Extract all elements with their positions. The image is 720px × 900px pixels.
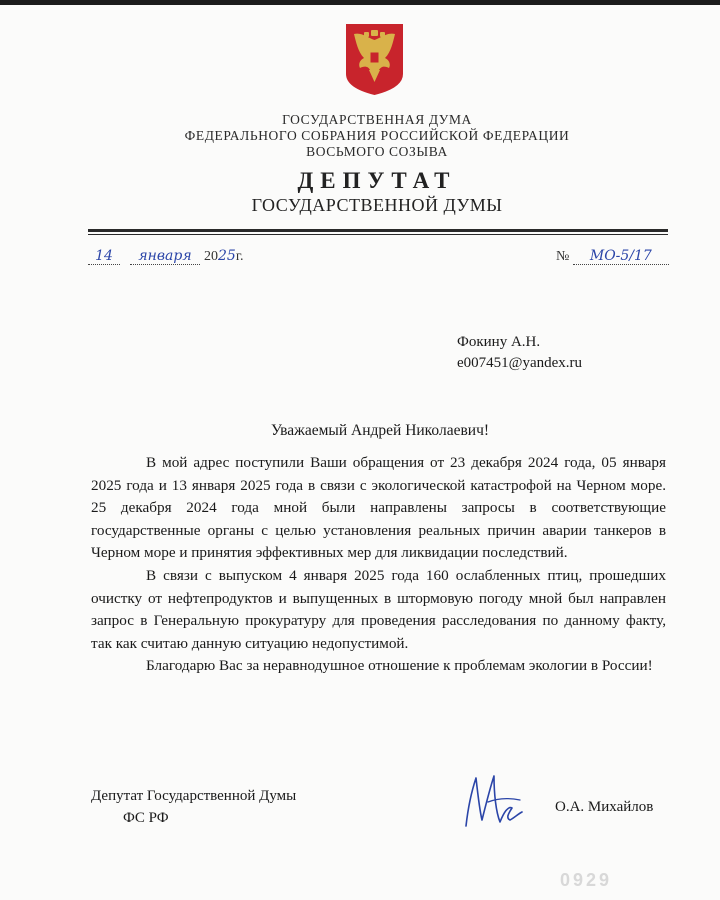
scan-top-border bbox=[0, 0, 720, 5]
greeting: Уважаемый Андрей Николаевич! bbox=[270, 422, 490, 439]
header-line-1: ГОСУДАРСТВЕННАЯ ДУМА bbox=[282, 112, 472, 127]
document-number bbox=[556, 248, 669, 265]
date-day: 14 bbox=[88, 248, 120, 265]
letter-body bbox=[91, 452, 666, 678]
addressee-email: e007451@yandex.ru bbox=[457, 355, 583, 371]
duma-title: ГОСУДАРСТВЕННОЙ ДУМЫ bbox=[251, 195, 503, 215]
paragraph: В мой адрес поступили Ваши обращения от 23 декабря 2024 года, 05 января 2025 года и 13 января 2025 года в связи с экологической катастрофой на Черном море. 25 декабря 2024 года мной были направлены запросы в соответствующие государственные органы с целью установления реальных причин аварии танкеров в Черном море и принятия эффективных мер для ликвидации последствий. bbox=[91, 454, 666, 562]
date-suffix: г. bbox=[235, 249, 244, 264]
number-sign: № bbox=[556, 249, 570, 264]
paragraph: В связи с выпуском 4 января 2025 года 160 ослабленных птиц, прошедших очистку от нефтепродуктов и выпущенных в штормовую погоду мной был направлен запрос в Генеральную прокуратуру для проведения расследования по данному факту, так как считаю данную ситуацию недопустимой. bbox=[91, 566, 666, 652]
date-month: января bbox=[130, 248, 200, 265]
paragraph: Благодарю Вас за неравнодушное отношение к проблемам экологии в России! bbox=[146, 657, 653, 675]
deputy-title: ДЕПУТАТ bbox=[297, 168, 457, 193]
handwritten-signature bbox=[458, 768, 526, 836]
signatory-title bbox=[91, 785, 296, 829]
signatory-title-line-1: Депутат Государственной Думы bbox=[91, 788, 297, 804]
signatory-title-line-2: ФС РФ bbox=[123, 810, 169, 826]
header-rule-thick bbox=[88, 229, 668, 232]
number-value: МО-5/17 bbox=[573, 248, 669, 265]
faint-stamp-number: 0929 bbox=[560, 870, 613, 890]
date-year-suffix: 25 bbox=[218, 248, 236, 264]
header-line-3: ВОСЬМОГО СОЗЫВА bbox=[306, 144, 448, 159]
header-line-2: ФЕДЕРАЛЬНОГО СОБРАНИЯ РОССИЙСКОЙ ФЕДЕРАЦИИ bbox=[184, 128, 570, 143]
date-year-prefix: 20 bbox=[204, 249, 218, 264]
signatory-name: О.А. Михайлов bbox=[555, 799, 654, 815]
coat-of-arms-emblem bbox=[344, 22, 405, 97]
header-rule-thin bbox=[88, 234, 668, 235]
addressee-name: Фокину А.Н. bbox=[457, 334, 541, 350]
document-date bbox=[88, 248, 244, 265]
addressee-block bbox=[457, 332, 582, 374]
